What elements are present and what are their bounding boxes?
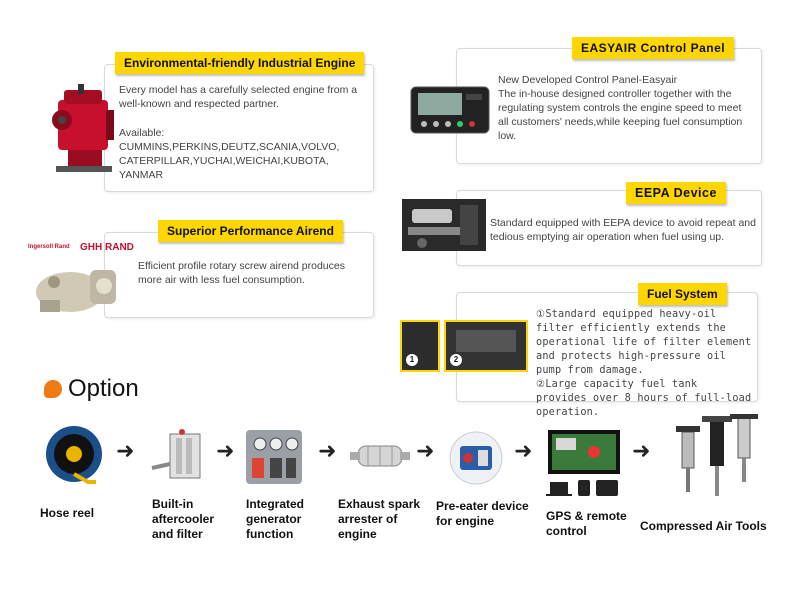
arrow-icon: ➜ — [632, 438, 651, 463]
gps-remote-icon — [544, 428, 624, 500]
arrow-icon: ➜ — [116, 438, 135, 463]
arrow-icon: ➜ — [416, 438, 435, 463]
arrow-icon: ➜ — [318, 438, 337, 463]
control-panel-image — [410, 86, 490, 134]
option-heading — [44, 375, 139, 403]
fuel-badge-2: 2 — [450, 354, 462, 366]
engine-brands: CUMMINS,PERKINS,DEUTZ,SCANIA,VOLVO, CATERPILLAR,YUCHAI,WEICHAI,KUBOTA, YANMAR — [119, 141, 340, 181]
engine-available-label: Available: — [119, 127, 165, 139]
fuel-badge-1: 1 — [406, 354, 418, 366]
engine-description: Every model has a carefully selected engine from a well-known and respected partner. — [119, 84, 358, 110]
eepa-image — [402, 199, 486, 251]
fuel-tank-image — [444, 320, 528, 372]
option-label-pre-heater: Pre-eater device for engine — [436, 499, 529, 528]
engine-image — [48, 80, 120, 180]
arrow-icon: ➜ — [216, 438, 235, 463]
option-bullet-icon — [44, 380, 62, 398]
hose-reel-icon — [44, 424, 104, 484]
spark-arrester-icon — [350, 432, 410, 482]
fuel-system-title: Fuel System — [638, 283, 727, 305]
control-panel-description: New Developed Control Panel-Easyair The in-house designed controller together with the regulating system controls the engine speed to meet all customers' needs,while keeping fuel consumption low. — [498, 74, 743, 142]
air-tools-icon — [664, 412, 764, 500]
aftercooler-icon — [148, 428, 208, 488]
pre-heater-icon — [446, 430, 506, 486]
eepa-title: EEPA Device — [626, 182, 726, 204]
ghh-rand-logo: GHH RAND — [80, 242, 134, 253]
option-label-hose-reel: Hose reel — [40, 506, 95, 520]
generator-icon — [244, 428, 304, 486]
engine-title: Environmental-friendly Industrial Engine — [115, 52, 364, 74]
airend-title: Superior Performance Airend — [158, 220, 343, 242]
fuel-filter-image — [400, 320, 440, 372]
option-label-aftercooler: Built-in aftercooler and filter — [152, 497, 215, 541]
eepa-description: Standard equipped with EEPA device to avoid repeat and tedious emptying air operation when fuel using up. — [490, 217, 756, 243]
option-title: Option — [68, 375, 139, 402]
fuel-system-description: ①Standard equipped heavy-oil filter efficiently extends the operational life of filter element and protects high-pressure oil pump from damage. ②Large capacity fuel tank provides over 8 hours of full-load operation. — [536, 309, 752, 418]
airend-description: Efficient profile rotary screw airend produces more air with less fuel consumption. — [138, 260, 345, 286]
ingersoll-rand-logo: Ingersoll Rand — [28, 244, 70, 250]
option-label-generator: Integrated generator function — [246, 497, 305, 541]
option-label-air-tools: Compressed Air Tools — [640, 519, 767, 533]
arrow-icon: ➜ — [514, 438, 533, 463]
option-label-spark-arrester: Exhaust spark arrester of engine — [338, 497, 421, 541]
control-panel-title: EASYAIR Control Panel — [572, 37, 734, 59]
option-label-gps: GPS & remote control — [546, 509, 627, 538]
airend-image — [30, 256, 130, 318]
